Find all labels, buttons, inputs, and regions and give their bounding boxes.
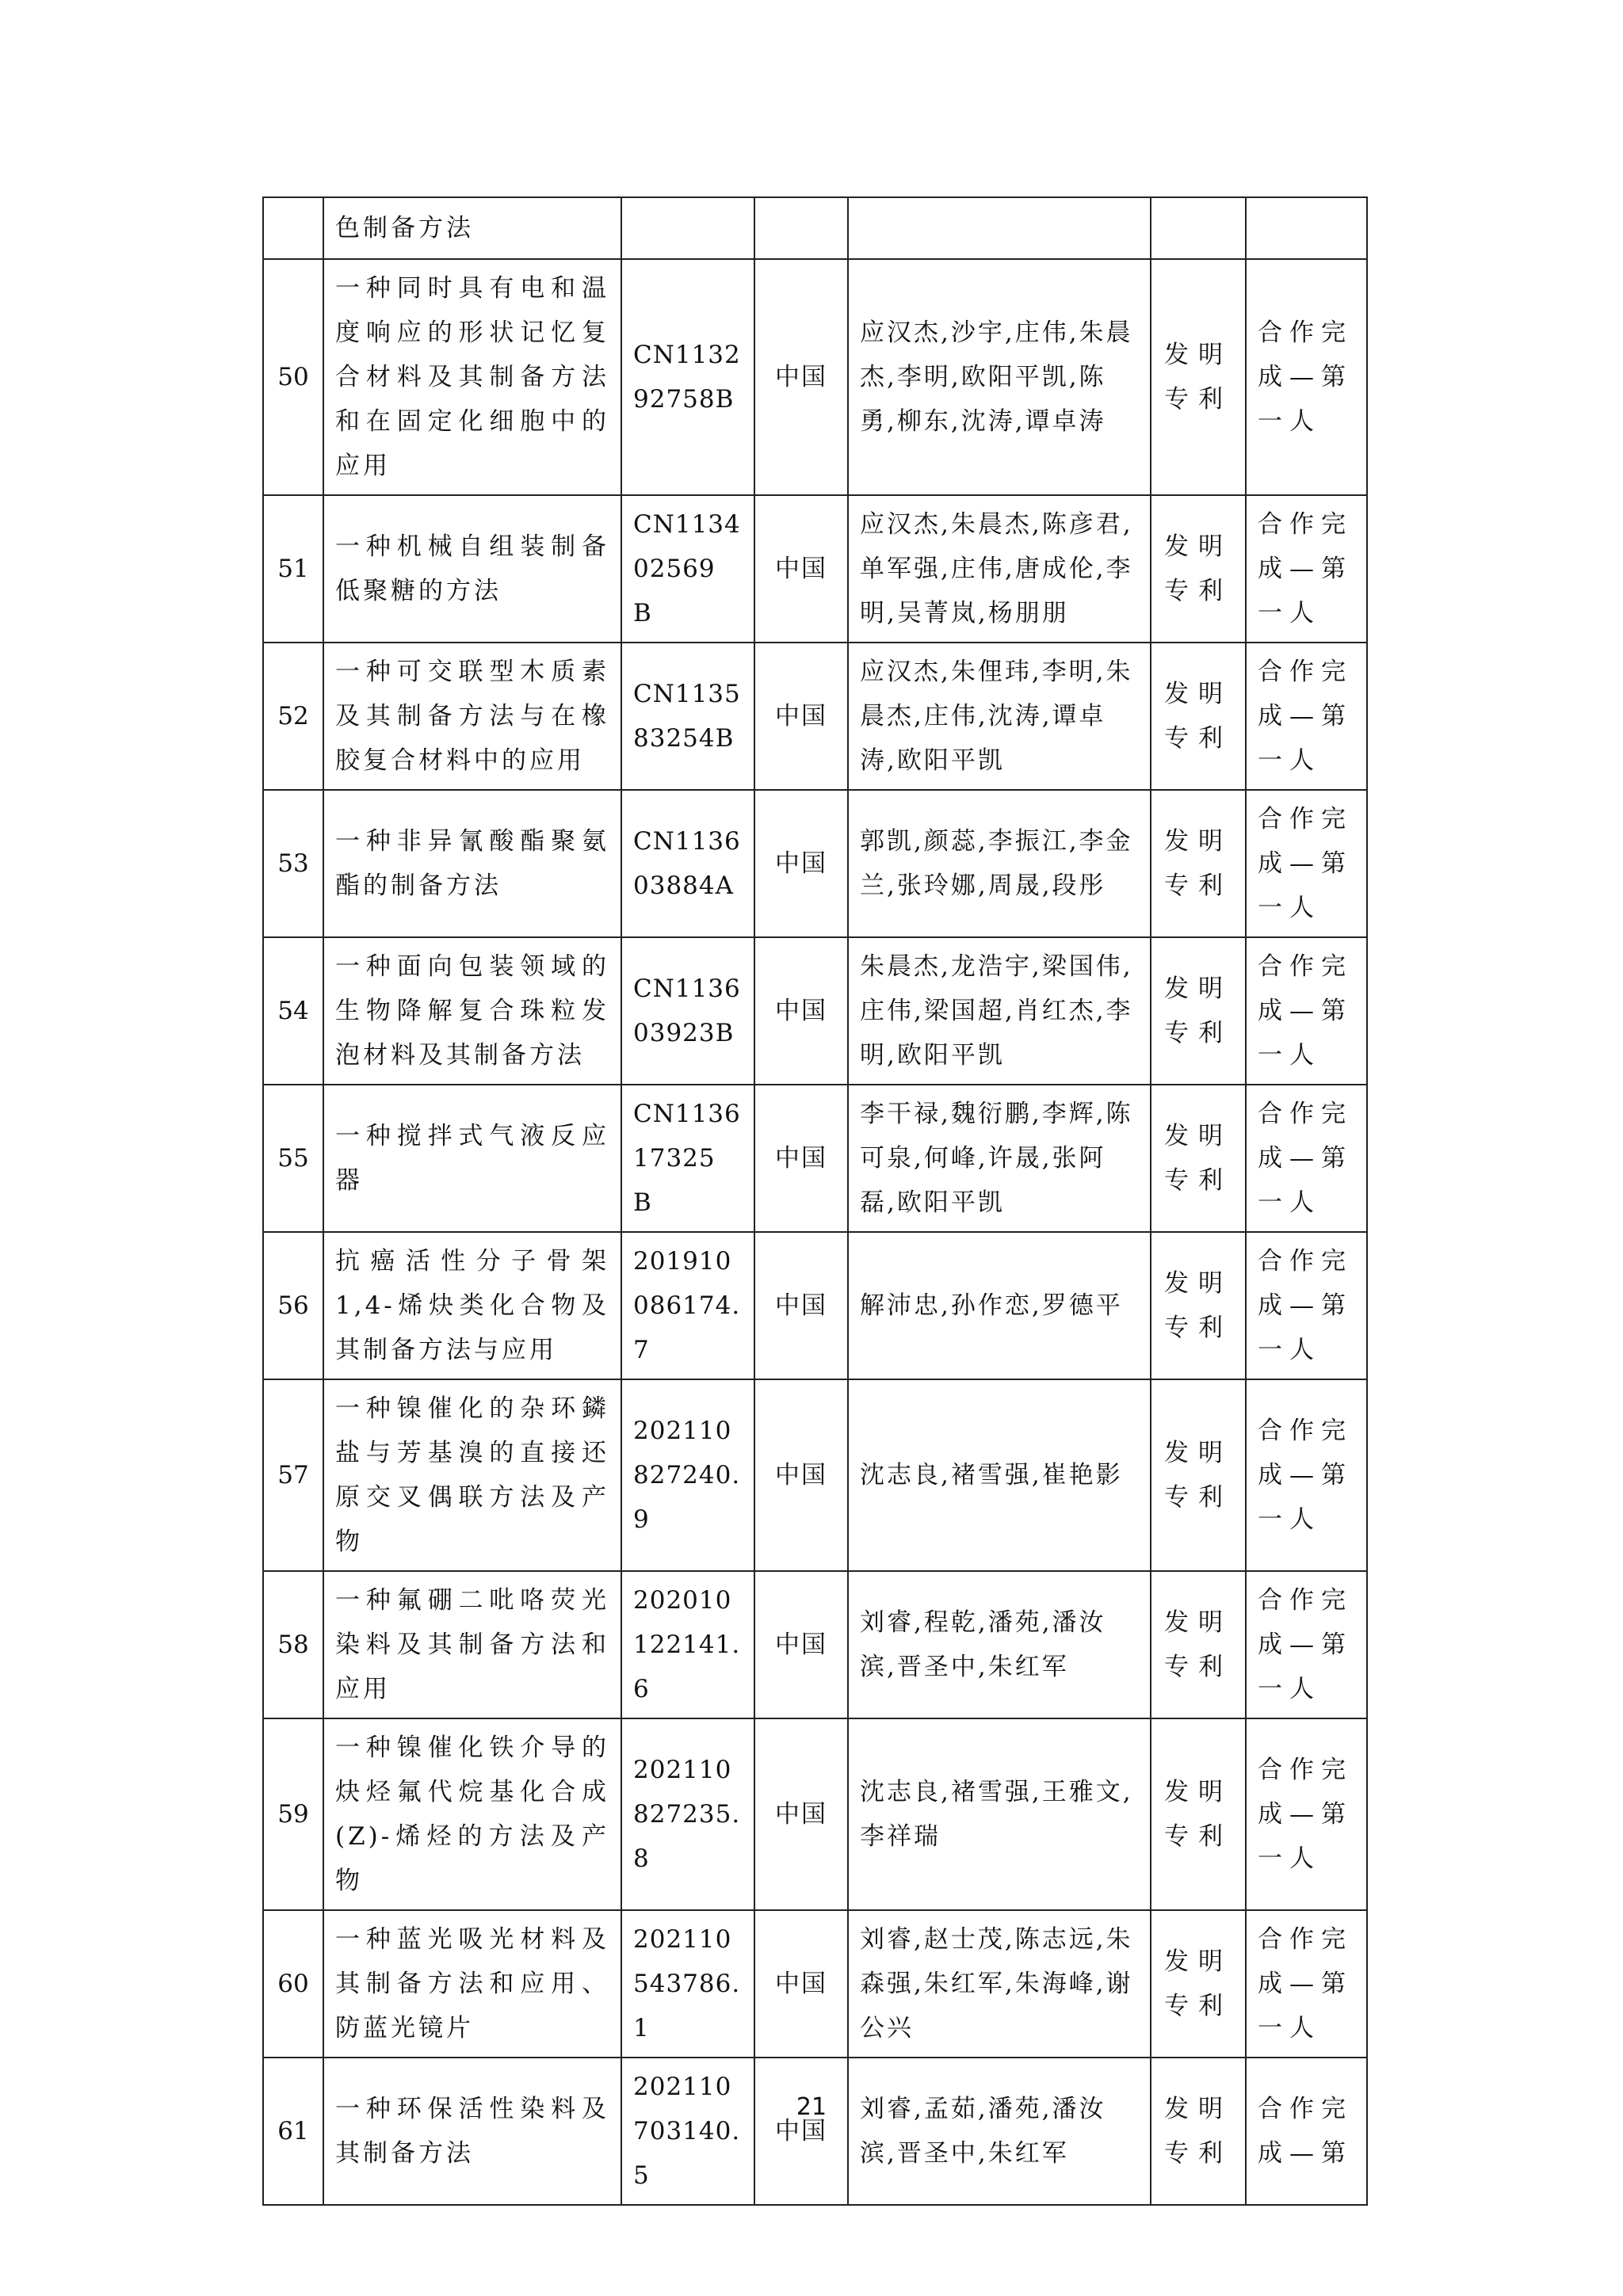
country-cell: 中国 bbox=[754, 937, 848, 1085]
table-row bbox=[263, 937, 1367, 1085]
role-cell bbox=[1246, 197, 1367, 259]
patent-number-cell: 201910086174.7 bbox=[621, 1232, 754, 1379]
type-cell: 发明专利 bbox=[1151, 1232, 1246, 1379]
index-cell: 54 bbox=[263, 937, 323, 1085]
country-cell: 中国 bbox=[754, 1718, 848, 1910]
type-cell: 发明专利 bbox=[1151, 259, 1246, 495]
index-cell: 56 bbox=[263, 1232, 323, 1379]
patent-number-cell: CN113583254B bbox=[621, 643, 754, 790]
role-cell: 合作完成—第一人 bbox=[1246, 937, 1367, 1085]
patent-table bbox=[262, 196, 1368, 2206]
patent-number-cell: CN113292758B bbox=[621, 259, 754, 495]
index-cell: 60 bbox=[263, 1910, 323, 2058]
country-cell: 中国 bbox=[754, 1571, 848, 1718]
index-cell: 57 bbox=[263, 1379, 323, 1571]
inventors-cell: 刘睿,程乾,潘苑,潘汝滨,晋圣中,朱红军 bbox=[848, 1571, 1151, 1718]
patent-name-cell: 一种机械自组装制备低聚糖的方法 bbox=[323, 495, 621, 643]
inventors-cell: 李干禄,魏衍鹏,李辉,陈可泉,何峰,许晟,张阿磊,欧阳平凯 bbox=[848, 1085, 1151, 1232]
patent-name-cell: 一种非异氰酸酯聚氨酯的制备方法 bbox=[323, 790, 621, 937]
table-row bbox=[263, 1379, 1367, 1571]
type-cell: 发明专利 bbox=[1151, 1571, 1246, 1718]
inventors-cell: 朱晨杰,龙浩宇,梁国伟,庄伟,梁国超,肖红杰,李明,欧阳平凯 bbox=[848, 937, 1151, 1085]
patent-name-cell: 一种蓝光吸光材料及其制备方法和应用、防蓝光镜片 bbox=[323, 1910, 621, 2058]
table-row-continuation bbox=[263, 197, 1367, 259]
role-cell: 合作完成—第一人 bbox=[1246, 790, 1367, 937]
index-cell: 51 bbox=[263, 495, 323, 643]
index-cell: 61 bbox=[263, 2058, 323, 2205]
patent-name-cell: 一种镍催化铁介导的炔烃氟代烷基化合成(Z)-烯烃的方法及产物 bbox=[323, 1718, 621, 1910]
role-cell: 合作完成—第一人 bbox=[1246, 1085, 1367, 1232]
patent-number-cell: CN113603884A bbox=[621, 790, 754, 937]
patent-number-cell: 202110703140.5 bbox=[621, 2058, 754, 2205]
role-cell: 合作完成—第一人 bbox=[1246, 495, 1367, 643]
index-cell bbox=[263, 197, 323, 259]
country-cell: 中国 bbox=[754, 1910, 848, 2058]
type-cell: 发明专利 bbox=[1151, 643, 1246, 790]
index-cell: 58 bbox=[263, 1571, 323, 1718]
country-cell: 中国 bbox=[754, 1379, 848, 1571]
table-row bbox=[263, 1910, 1367, 2058]
inventors-cell bbox=[848, 197, 1151, 259]
patent-number-cell: CN113617325 B bbox=[621, 1085, 754, 1232]
index-cell: 50 bbox=[263, 259, 323, 495]
country-cell: 中国 bbox=[754, 643, 848, 790]
role-cell: 合作完成—第一人 bbox=[1246, 1910, 1367, 2058]
patent-name-cell: 一种可交联型木质素及其制备方法与在橡胶复合材料中的应用 bbox=[323, 643, 621, 790]
type-cell: 发明专利 bbox=[1151, 1910, 1246, 2058]
table-row bbox=[263, 1718, 1367, 1910]
inventors-cell: 应汉杰,朱晨杰,陈彦君,单军强,庄伟,唐成伦,李明,吴菁岚,杨朋朋 bbox=[848, 495, 1151, 643]
patent-number-cell: 202110827240.9 bbox=[621, 1379, 754, 1571]
patent-number-cell: 202110827235.8 bbox=[621, 1718, 754, 1910]
patent-name-cell: 一种面向包装领域的生物降解复合珠粒发泡材料及其制备方法 bbox=[323, 937, 621, 1085]
role-cell: 合作完成—第一人 bbox=[1246, 1571, 1367, 1718]
index-cell: 53 bbox=[263, 790, 323, 937]
patent-number-cell: 202010122141.6 bbox=[621, 1571, 754, 1718]
inventors-cell: 刘睿,赵士茂,陈志远,朱森强,朱红军,朱海峰,谢公兴 bbox=[848, 1910, 1151, 2058]
role-cell: 合作完成—第一人 bbox=[1246, 1232, 1367, 1379]
inventors-cell: 应汉杰,沙宇,庄伟,朱晨杰,李明,欧阳平凯,陈勇,柳东,沈涛,谭卓涛 bbox=[848, 259, 1151, 495]
role-cell: 合作完成—第一人 bbox=[1246, 1379, 1367, 1571]
patent-name-cell: 色制备方法 bbox=[323, 197, 621, 259]
patent-name-cell: 一种同时具有电和温度响应的形状记忆复合材料及其制备方法和在固定化细胞中的应用 bbox=[323, 259, 621, 495]
inventors-cell: 沈志良,褚雪强,崔艳影 bbox=[848, 1379, 1151, 1571]
inventors-cell: 刘睿,孟茹,潘苑,潘汝滨,晋圣中,朱红军 bbox=[848, 2058, 1151, 2205]
index-cell: 59 bbox=[263, 1718, 323, 1910]
table-row bbox=[263, 259, 1367, 495]
patent-number-cell: 202110543786.1 bbox=[621, 1910, 754, 2058]
type-cell: 发明专利 bbox=[1151, 790, 1246, 937]
table-row bbox=[263, 1232, 1367, 1379]
index-cell: 52 bbox=[263, 643, 323, 790]
table-row bbox=[263, 1085, 1367, 1232]
patent-number-cell bbox=[621, 197, 754, 259]
patent-name-cell: 一种氟硼二吡咯荧光染料及其制备方法和应用 bbox=[323, 1571, 621, 1718]
inventors-cell: 沈志良,褚雪强,王雅文,李祥瑞 bbox=[848, 1718, 1151, 1910]
table-row bbox=[263, 1571, 1367, 1718]
role-cell: 合作完成—第 bbox=[1246, 2058, 1367, 2205]
inventors-cell: 应汉杰,朱俚玮,李明,朱晨杰,庄伟,沈涛,谭卓涛,欧阳平凯 bbox=[848, 643, 1151, 790]
country-cell: 中国 bbox=[754, 1085, 848, 1232]
inventors-cell: 郭凯,颜蕊,李振江,李金兰,张玲娜,周晟,段彤 bbox=[848, 790, 1151, 937]
type-cell: 发明专利 bbox=[1151, 1379, 1246, 1571]
role-cell: 合作完成—第一人 bbox=[1246, 643, 1367, 790]
role-cell: 合作完成—第一人 bbox=[1246, 259, 1367, 495]
patent-table-body bbox=[263, 197, 1367, 2205]
patent-name-cell: 一种镍催化的杂环鏻盐与芳基溴的直接还原交叉偶联方法及产物 bbox=[323, 1379, 621, 1571]
country-cell bbox=[754, 197, 848, 259]
type-cell: 发明专利 bbox=[1151, 495, 1246, 643]
patent-number-cell: CN113603923B bbox=[621, 937, 754, 1085]
type-cell: 发明专利 bbox=[1151, 2058, 1246, 2205]
country-cell: 中国 bbox=[754, 790, 848, 937]
table-row bbox=[263, 495, 1367, 643]
patent-name-cell: 一种环保活性染料及其制备方法 bbox=[323, 2058, 621, 2205]
page-number: 21 bbox=[796, 2093, 827, 2121]
role-cell: 合作完成—第一人 bbox=[1246, 1718, 1367, 1910]
patent-number-cell: CN113402569 B bbox=[621, 495, 754, 643]
country-cell: 中国 bbox=[754, 1232, 848, 1379]
index-cell: 55 bbox=[263, 1085, 323, 1232]
country-cell: 中国 bbox=[754, 495, 848, 643]
table-row bbox=[263, 790, 1367, 937]
type-cell: 发明专利 bbox=[1151, 1085, 1246, 1232]
table-row bbox=[263, 643, 1367, 790]
country-cell: 中国 bbox=[754, 2058, 848, 2205]
patent-name-cell: 一种搅拌式气液反应器 bbox=[323, 1085, 621, 1232]
inventors-cell: 解沛忠,孙作恋,罗德平 bbox=[848, 1232, 1151, 1379]
table-row bbox=[263, 2058, 1367, 2205]
patent-name-cell: 抗癌活性分子骨架1,4-烯炔类化合物及其制备方法与应用 bbox=[323, 1232, 621, 1379]
type-cell: 发明专利 bbox=[1151, 937, 1246, 1085]
type-cell bbox=[1151, 197, 1246, 259]
type-cell: 发明专利 bbox=[1151, 1718, 1246, 1910]
country-cell: 中国 bbox=[754, 259, 848, 495]
